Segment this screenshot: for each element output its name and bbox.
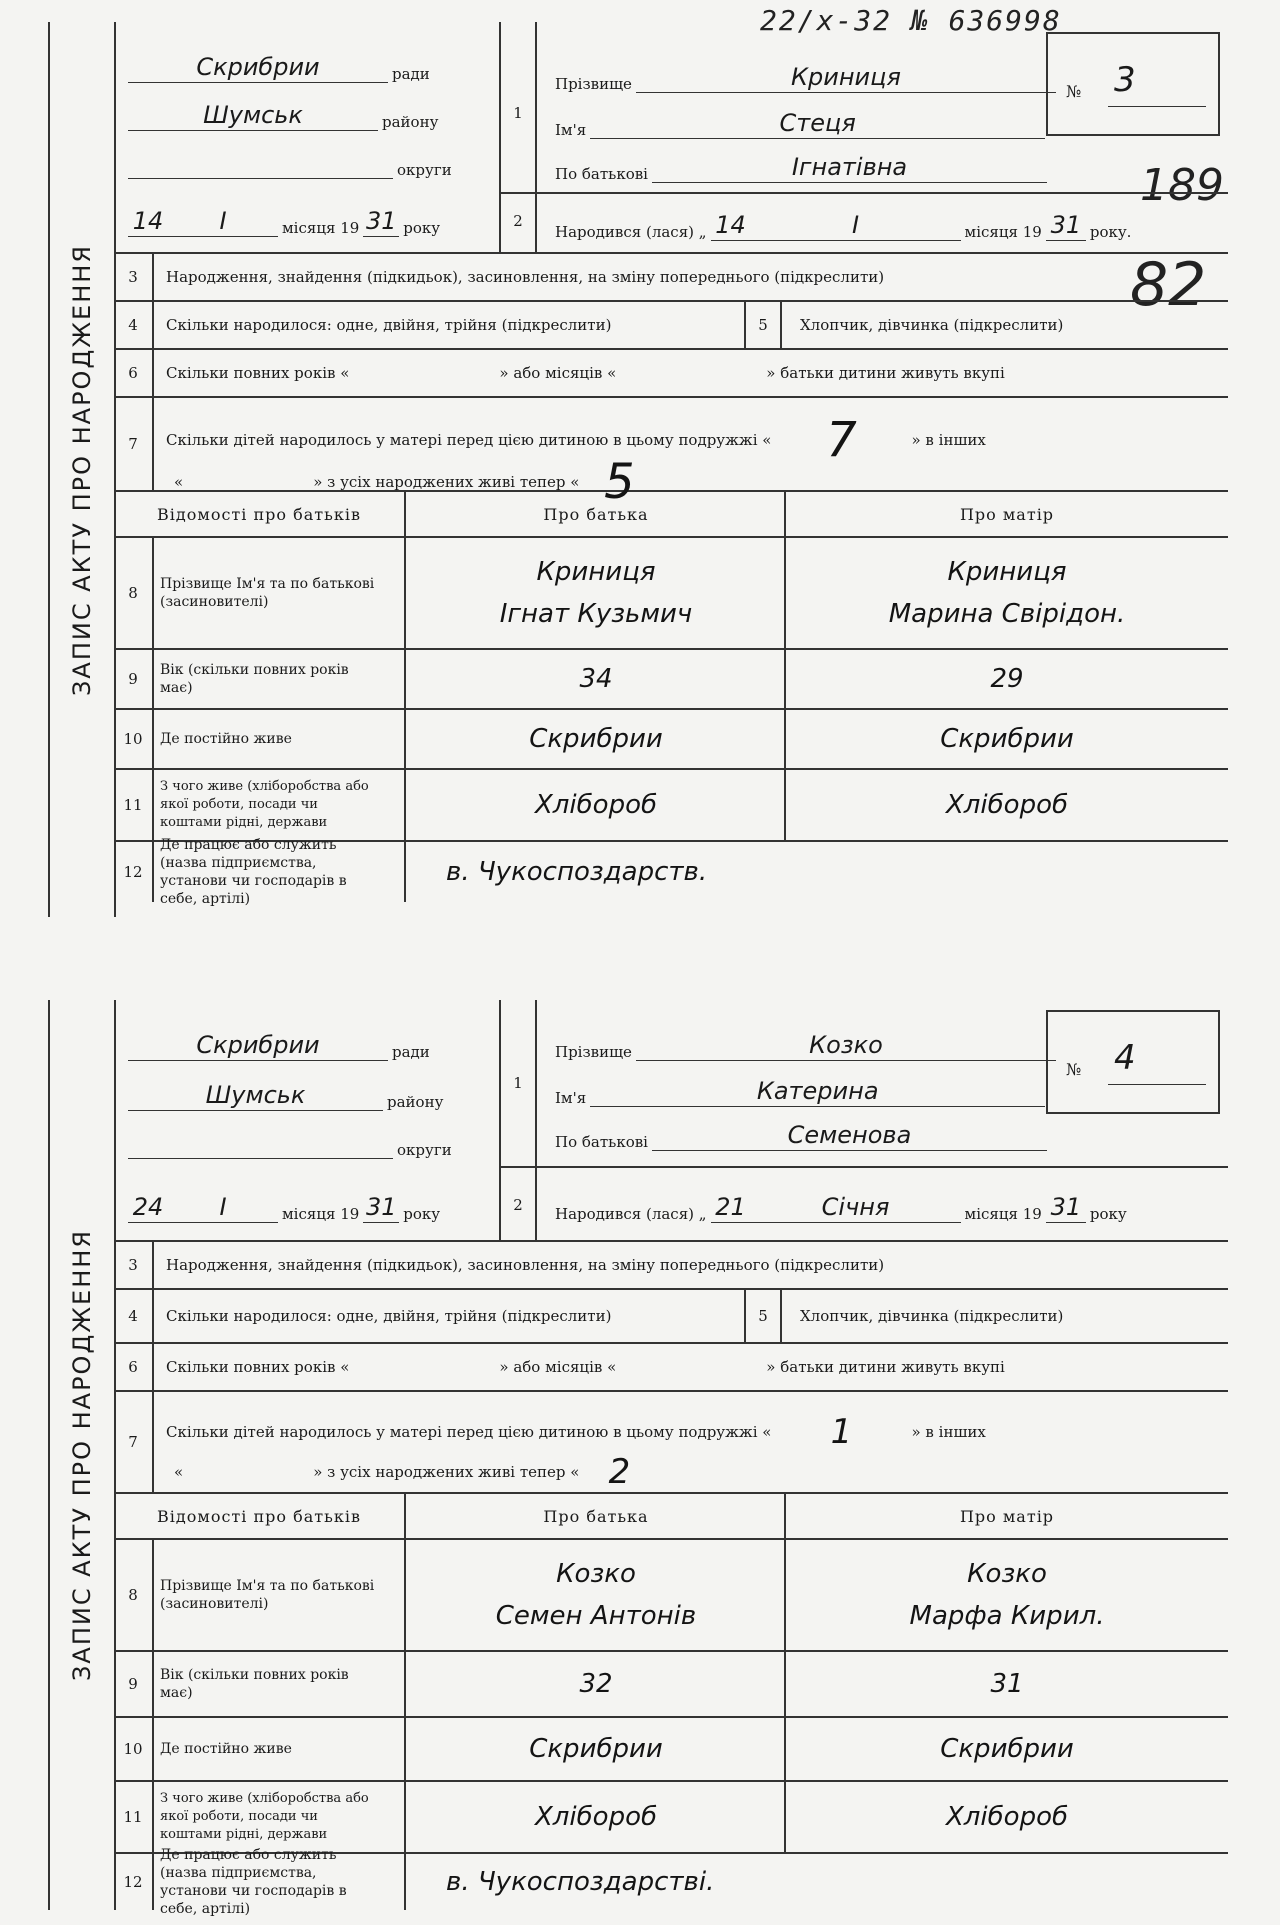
form-text: Скільки дітей народилось у матері перед цією дитиною в цьому подружжі «: [166, 431, 772, 449]
form-text: 6: [114, 350, 154, 396]
born-year: 31: [1046, 1192, 1086, 1223]
date-day: 24: [128, 1192, 168, 1223]
form-text: » або місяців «: [499, 1358, 617, 1376]
form-text: Прізвище Ім'я та по батькові (засиновителі): [160, 576, 375, 610]
row-3: [114, 1242, 1228, 1290]
okruga-label: округи: [397, 1141, 452, 1159]
father-age: 32: [579, 1669, 613, 1699]
father-name: Ігнат Кузьмич: [499, 599, 693, 629]
parents-row-11: [114, 1782, 1228, 1854]
born-suffix: року: [1089, 1205, 1127, 1223]
form-text: Про батька: [404, 492, 786, 536]
patronymic-label: По батькові: [555, 1133, 648, 1151]
mother-occupation: Хлібороб: [945, 1802, 1069, 1832]
mother-age: 29: [990, 664, 1024, 694]
father-surname: Криниця: [536, 557, 656, 587]
row-7: [114, 398, 1228, 510]
form-text: Відомості про батьків: [157, 504, 361, 524]
born-month-label: місяця 19: [964, 223, 1042, 241]
row-4-5: [114, 302, 1228, 350]
raion-label: району: [382, 113, 439, 131]
form-text: 8: [114, 538, 154, 648]
form-text: Народження, знайдення (підкидьок), засиновлення, на зміну попереднього (підкреслити): [166, 268, 885, 286]
corner-note: 22/x-32 № 636998: [760, 4, 1062, 37]
born-label: Народився (лася) „: [555, 223, 707, 241]
form-text: Де постійно живе: [160, 731, 292, 747]
form-text: Скільки народилося: одне, двійня, трійня (підкреслити): [166, 1307, 612, 1325]
parents-row-12: [114, 1847, 1228, 1917]
parents-row-9: [114, 1652, 1228, 1718]
mother-residence: Скрибрии: [940, 1734, 1074, 1764]
rada-label: ради: [392, 65, 430, 83]
date-year: 31: [363, 206, 399, 237]
mother-name: Марина Свірідон.: [888, 599, 1126, 629]
form-text: 11: [114, 1782, 154, 1852]
form-text: » з усіх народжених живі тепер «: [313, 1463, 580, 1481]
father-residence: Скрибрии: [529, 1734, 663, 1764]
born-label: Народився (лася) „: [555, 1205, 707, 1223]
row-number: 2: [513, 212, 523, 230]
form-text: Хлопчик, дівчинка (підкреслити): [800, 316, 1064, 334]
parents-row-12: [114, 837, 1228, 907]
form-text: З чого живе (хліборобства або якої роботи, посади чи коштами рідні, держави: [160, 779, 369, 830]
name-label: Ім'я: [555, 121, 587, 139]
form-text: «: [174, 473, 184, 491]
record-number-box: [1046, 32, 1220, 136]
child-name: Стеця: [590, 108, 1045, 139]
form-text: Скільки дітей народилось у матері перед цією дитиною в цьому подружжі «: [166, 1423, 772, 1441]
mother-name: Марфа Кирил.: [909, 1601, 1105, 1631]
child-patronymic: Семенова: [652, 1120, 1047, 1151]
rada-value: Скрибрии: [128, 1030, 388, 1061]
form-text: 9: [114, 650, 154, 708]
okruga-label: округи: [397, 161, 452, 179]
okruga-value: [128, 148, 393, 179]
side-title: [48, 22, 116, 917]
born-day: 21: [711, 1192, 751, 1223]
form-text: 3: [114, 254, 154, 300]
form-text: 4: [114, 302, 154, 348]
date-label: місяця 19: [282, 219, 360, 237]
record-header: [114, 22, 1228, 254]
rada-value: Скрибрии: [128, 52, 388, 83]
record-number-box: [1046, 1010, 1220, 1114]
parents-row-11: [114, 770, 1228, 842]
date-label: місяця 19: [282, 1205, 360, 1223]
margin-number-2: 82: [1130, 250, 1207, 320]
born-day: 14: [711, 210, 751, 241]
form-text: Де працює або служить (назва підприємства, установи чи господарів в себе, артілі): [160, 1847, 347, 1917]
row-4-5: [114, 1290, 1228, 1344]
form-text: 11: [114, 770, 154, 840]
parents-row-8: [114, 538, 1228, 650]
form-text: Хлопчик, дівчинка (підкреслити): [800, 1307, 1064, 1325]
form-text: Про матір: [784, 492, 1228, 536]
parents-row-8: [114, 1540, 1228, 1652]
date-month: І: [168, 206, 278, 237]
mother-surname: Козко: [967, 1559, 1047, 1589]
form-text: Відомості про батьків: [157, 1506, 361, 1526]
form-text: 12: [114, 1854, 154, 1910]
child-name: Катерина: [590, 1076, 1045, 1107]
parents-table: [114, 492, 1228, 917]
birth-record-1: [48, 22, 1228, 917]
mother-surname: Криниця: [947, 557, 1067, 587]
form-text: Про батька: [404, 1494, 786, 1538]
children-before-count: 1: [830, 1412, 853, 1452]
form-text: 5: [746, 1290, 782, 1342]
form-text: №: [1066, 82, 1082, 101]
row-number: 1: [513, 104, 523, 122]
form-text: ЗАПИС АКТУ ПРО НАРОДЖЕННЯ: [68, 1229, 96, 1681]
form-text: Скільки народилося: одне, двійня, трійня (підкреслити): [166, 316, 612, 334]
name-label: Ім'я: [555, 1089, 587, 1107]
parents-table: [114, 1494, 1228, 1917]
form-text: Про матір: [784, 1494, 1228, 1538]
workplace: в. Чукоспоздарстві.: [446, 1867, 715, 1897]
form-text: » в інших: [911, 1423, 986, 1441]
margin-number-1: 189: [1140, 160, 1224, 211]
form-text: 6: [114, 1344, 154, 1390]
father-occupation: Хлібороб: [534, 1802, 658, 1832]
form-text: З чого живе (хліборобства або якої роботи, посади чи коштами рідні, держави: [160, 1791, 369, 1842]
form-text: 9: [114, 1652, 154, 1716]
okruga-value: [128, 1128, 393, 1159]
row-3: [114, 254, 1228, 302]
father-occupation: Хлібороб: [534, 790, 658, 820]
children-alive-count: 5: [604, 454, 635, 510]
children-alive-count: 2: [608, 1452, 631, 1492]
form-text: «: [174, 1463, 184, 1481]
born-year: 31: [1046, 210, 1086, 241]
row-number: 2: [513, 1196, 523, 1214]
form-text: » або місяців «: [499, 364, 617, 382]
father-name: Семен Антонів: [495, 1601, 697, 1631]
form-text: » батьки дитини живуть вкупі: [766, 364, 1005, 382]
raion-label: району: [387, 1093, 444, 1111]
form-text: » в інших: [911, 431, 986, 449]
form-text: 10: [114, 710, 154, 768]
form-text: 10: [114, 1718, 154, 1780]
raion-value: Шумськ: [128, 1080, 383, 1111]
mother-occupation: Хлібороб: [945, 790, 1069, 820]
child-patronymic: Ігнатівна: [652, 152, 1047, 183]
date-suffix: року: [403, 219, 441, 237]
form-text: Вік (скільки повних років має): [160, 1667, 349, 1701]
side-title: [48, 1000, 116, 1910]
birth-record-2: [48, 1000, 1228, 1917]
patronymic-label: По батькові: [555, 165, 648, 183]
child-surname: Криниця: [636, 62, 1056, 93]
form-text: 4: [114, 1290, 154, 1342]
record-number: 4: [1114, 1038, 1136, 1078]
record-header: [114, 1000, 1228, 1242]
rada-label: ради: [392, 1043, 430, 1061]
parents-row-10: [114, 1718, 1228, 1782]
workplace: в. Чукоспоздарств.: [446, 857, 708, 887]
form-text: » батьки дитини живуть вкупі: [766, 1358, 1005, 1376]
mother-age: 31: [990, 1669, 1024, 1699]
form-text: 8: [114, 1540, 154, 1650]
father-residence: Скрибрии: [529, 724, 663, 754]
form-text: Прізвище Ім'я та по батькові (засиновителі): [160, 1578, 375, 1612]
date-suffix: року: [403, 1205, 441, 1223]
form-text: Де постійно живе: [160, 1741, 292, 1757]
parents-row-9: [114, 650, 1228, 710]
form-text: 12: [114, 842, 154, 902]
form-text: 3: [114, 1242, 154, 1288]
parents-row-10: [114, 710, 1228, 770]
form-text: Народження, знайдення (підкидьок), засиновлення, на зміну попереднього (підкреслити): [166, 1256, 885, 1274]
form-text: 5: [746, 302, 782, 348]
form-text: ЗАПИС АКТУ ПРО НАРОДЖЕННЯ: [68, 243, 96, 696]
form-text: №: [1066, 1060, 1082, 1079]
surname-label: Прізвище: [555, 1043, 632, 1061]
date-year: 31: [363, 1192, 399, 1223]
record-number: 3: [1114, 60, 1136, 100]
row-6: [114, 350, 1228, 398]
born-month: І: [751, 210, 961, 241]
born-suffix: року.: [1089, 223, 1132, 241]
date-month: І: [168, 1192, 278, 1223]
form-text: Де працює або служить (назва підприємства, установи чи господарів в себе, артілі): [160, 837, 347, 907]
form-text: Вік (скільки повних років має): [160, 662, 349, 696]
form-text: 7: [114, 1392, 154, 1492]
children-before-count: 7: [826, 412, 857, 468]
raion-value: Шумськ: [128, 100, 378, 131]
form-text: » з усіх народжених живі тепер «: [313, 473, 580, 491]
row-7: [114, 1392, 1228, 1494]
mother-residence: Скрибрии: [940, 724, 1074, 754]
born-month: Січня: [751, 1192, 961, 1223]
form-text: 7: [114, 398, 154, 490]
born-month-label: місяця 19: [964, 1205, 1042, 1223]
surname-label: Прізвище: [555, 75, 632, 93]
row-number: 1: [513, 1074, 523, 1092]
form-text: Скільки повних років «: [166, 364, 350, 382]
father-age: 34: [579, 664, 613, 694]
date-day: 14: [128, 206, 168, 237]
row-6: [114, 1344, 1228, 1392]
form-text: Скільки повних років «: [166, 1358, 350, 1376]
child-surname: Козко: [636, 1030, 1056, 1061]
father-surname: Козко: [556, 1559, 636, 1589]
